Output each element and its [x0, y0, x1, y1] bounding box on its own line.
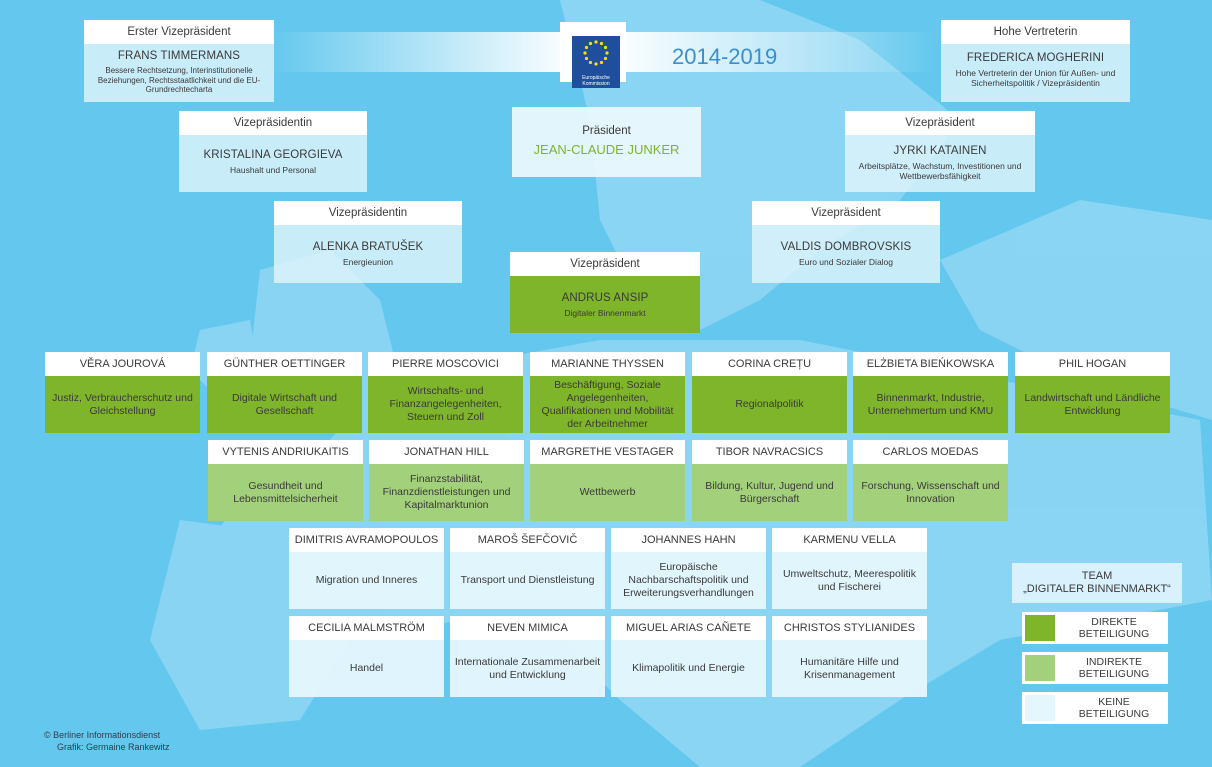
commissioner-portfolio: Landwirtschaft und Ländliche Entwicklung — [1015, 376, 1170, 433]
role-label: Vizepräsidentin — [274, 201, 462, 225]
legend-label — [1064, 656, 1164, 680]
commissioner-portfolio: Migration und Inneres — [289, 552, 444, 609]
legend-title-line2: „DIGITALER BINNENMARKT“ — [1023, 583, 1171, 595]
commissioner-portfolio: Umweltschutz, Meerespolitik und Fischerei — [772, 552, 927, 609]
commissioner-name: MAROŠ ŠEFČOVIČ — [450, 528, 605, 552]
commissioner-name: CORINA CREȚU — [692, 352, 847, 376]
role-label: Präsident — [582, 125, 631, 137]
eu-stars-icon — [572, 36, 620, 70]
legend-label-line1: DIREKTE — [1091, 616, 1137, 628]
president-name: JEAN-CLAUDE JUNKER — [533, 142, 680, 157]
commissioner-name: TIBOR NAVRACSICS — [692, 440, 847, 464]
person-name: KRISTALINA GEORGIEVA — [203, 149, 343, 161]
commissioner-card — [530, 440, 685, 521]
commissioner-portfolio: Digitale Wirtschaft und Gesellschaft — [207, 376, 362, 433]
portfolio-text: Haushalt und Personal — [229, 165, 316, 175]
commissioner-name: VĚRA JOUROVÁ — [45, 352, 200, 376]
commissioner-name: PHIL HOGAN — [1015, 352, 1170, 376]
commissioner-name: KARMENU VELLA — [772, 528, 927, 552]
commissioner-name: NEVEN MIMICA — [450, 616, 605, 640]
commissioner-name: GÜNTHER OETTINGER — [207, 352, 362, 376]
card-katainen — [845, 111, 1035, 192]
portfolio-text: Energieunion — [342, 257, 394, 267]
credits — [44, 729, 170, 753]
commissioner-portfolio: Transport und Dienstleistung — [450, 552, 605, 609]
credit-line2: Grafik: Germaine Rankewitz — [57, 742, 170, 752]
card-ansip — [510, 252, 700, 333]
commissioner-card — [450, 616, 605, 697]
commissioner-portfolio: Klimapolitik und Energie — [611, 640, 766, 697]
legend-swatch — [1025, 615, 1055, 641]
commissioner-name: JONATHAN HILL — [369, 440, 524, 464]
person-name: FRANS TIMMERMANS — [117, 50, 241, 62]
commissioner-portfolio: Europäische Nachbarschaftspolitik und Erweiterungsverhandlungen — [611, 552, 766, 609]
legend-label — [1064, 696, 1164, 720]
legend-item-keine — [1022, 692, 1168, 724]
legend — [1012, 563, 1182, 728]
commissioner-card — [45, 352, 200, 433]
commissioner-portfolio: Gesundheit und Lebensmittelsicherheit — [208, 464, 363, 521]
person-name: ANDRUS ANSIP — [561, 292, 649, 304]
portfolio-text: Arbeitsplätze, Wachstum, Investitionen und Wettbewerbsfähigkeit — [858, 161, 1022, 181]
card-timmermans — [84, 20, 274, 102]
role-label: Vizepräsidentin — [179, 111, 367, 135]
card-bratusek — [274, 201, 462, 283]
commissioner-portfolio: Justiz, Verbraucherschutz und Gleichstellung — [45, 376, 200, 433]
portfolio-text: Hohe Vertreterin der Union für Außen- und Sicherheitspolitik / Vizepräsidentin — [955, 68, 1116, 88]
legend-swatch — [1025, 655, 1055, 681]
commissioner-name: CARLOS MOEDAS — [853, 440, 1008, 464]
portfolio-text: Bessere Rechtsetzung, Interinstitutionelle Beziehungen, Rechtsstaatlichkeit und die EU-Grundrechtecharta — [97, 66, 261, 94]
portfolio-text: Digitaler Binnenmarkt — [564, 308, 646, 318]
commissioner-card — [530, 352, 685, 433]
commissioner-name: MARIANNE THYSSEN — [530, 352, 685, 376]
person-name: VALDIS DOMBROVSKIS — [780, 241, 912, 253]
credit-line1: © Berliner Informationsdienst — [44, 730, 161, 740]
commissioner-portfolio: Internationale Zusammenarbeit und Entwicklung — [450, 640, 605, 697]
commissioner-portfolio: Binnenmarkt, Industrie, Unternehmertum und KMU — [853, 376, 1008, 433]
commissioner-card — [772, 616, 927, 697]
role-label: Erster Vizepräsident — [84, 20, 274, 44]
card-georgieva — [179, 111, 367, 192]
card-mogherini — [941, 20, 1130, 102]
commissioner-name: VYTENIS ANDRIUKAITIS — [208, 440, 363, 464]
commissioner-card — [289, 528, 444, 609]
commissioner-card — [692, 440, 847, 521]
commissioner-portfolio: Regionalpolitik — [692, 376, 847, 433]
legend-title-line1: TEAM — [1081, 570, 1113, 582]
portfolio-text: Euro und Sozialer Dialog — [798, 257, 894, 267]
logo-text: Europäische Kommission — [582, 75, 610, 87]
role-label: Vizepräsident — [845, 111, 1035, 135]
legend-label — [1064, 616, 1164, 640]
commissioner-name: CHRISTOS STYLIANIDES — [772, 616, 927, 640]
commissioner-portfolio: Humanitäre Hilfe und Krisenmanagement — [772, 640, 927, 697]
commissioner-portfolio: Handel — [289, 640, 444, 697]
role-label: Vizepräsident — [510, 252, 700, 276]
legend-label-line1: KEINE — [1098, 696, 1130, 708]
commissioner-name: JOHANNES HAHN — [611, 528, 766, 552]
legend-label-line2: BETEILIGUNG — [1078, 628, 1150, 640]
commissioner-name: ELŻBIETA BIEŃKOWSKA — [853, 352, 1008, 376]
legend-label-line2: BETEILIGUNG — [1078, 708, 1150, 720]
commissioner-card — [692, 352, 847, 433]
term-years: 2014-2019 — [672, 44, 778, 69]
legend-label-line2: BETEILIGUNG — [1078, 668, 1150, 680]
commissioner-name: CECILIA MALMSTRÖM — [289, 616, 444, 640]
commissioner-card — [368, 352, 523, 433]
commissioner-portfolio: Forschung, Wissenschaft und Innovation — [853, 464, 1008, 521]
role-label: Hohe Vertreterin — [941, 20, 1130, 44]
eu-commission-logo — [572, 36, 620, 88]
person-name: ALENKA BRATUŠEK — [312, 241, 424, 253]
commissioner-name: PIERRE MOSCOVICI — [368, 352, 523, 376]
legend-title — [1012, 563, 1182, 603]
commissioner-card — [207, 352, 362, 433]
commissioner-portfolio: Beschäftigung, Soziale Angelegenheiten, Qualifikationen und Mobilität der Arbeitnehmer — [530, 376, 685, 433]
commissioner-card — [611, 528, 766, 609]
commissioner-name: MARGRETHE VESTAGER — [530, 440, 685, 464]
legend-swatch — [1025, 695, 1055, 721]
card-dombrovskis — [752, 201, 940, 283]
role-label: Vizepräsident — [752, 201, 940, 225]
commissioner-card — [772, 528, 927, 609]
commissioner-card — [208, 440, 363, 521]
legend-item-indirekt — [1022, 652, 1168, 684]
commissioner-portfolio: Finanzstabilität, Finanzdienstleistungen und Kapitalmarktunion — [369, 464, 524, 521]
legend-item-direkt — [1022, 612, 1168, 644]
commissioner-card — [611, 616, 766, 697]
commissioner-card — [1015, 352, 1170, 433]
legend-label-line1: INDIREKTE — [1085, 656, 1142, 668]
commissioner-name: MIGUEL ARIAS CAÑETE — [611, 616, 766, 640]
person-name: JYRKI KATAINEN — [893, 145, 987, 157]
commissioner-card — [853, 352, 1008, 433]
commissioner-portfolio: Wettbewerb — [530, 464, 685, 521]
commissioner-card — [853, 440, 1008, 521]
person-name: FREDERICA MOGHERINI — [966, 52, 1105, 64]
commissioner-card — [369, 440, 524, 521]
commissioner-portfolio: Bildung, Kultur, Jugend und Bürgerschaft — [692, 464, 847, 521]
commissioner-name: DIMITRIS AVRAMOPOULOS — [289, 528, 444, 552]
commissioner-portfolio: Wirtschafts- und Finanzangelegenheiten, Steuern und Zoll — [368, 376, 523, 433]
commissioner-card — [289, 616, 444, 697]
commissioner-card — [450, 528, 605, 609]
card-president — [512, 107, 701, 177]
